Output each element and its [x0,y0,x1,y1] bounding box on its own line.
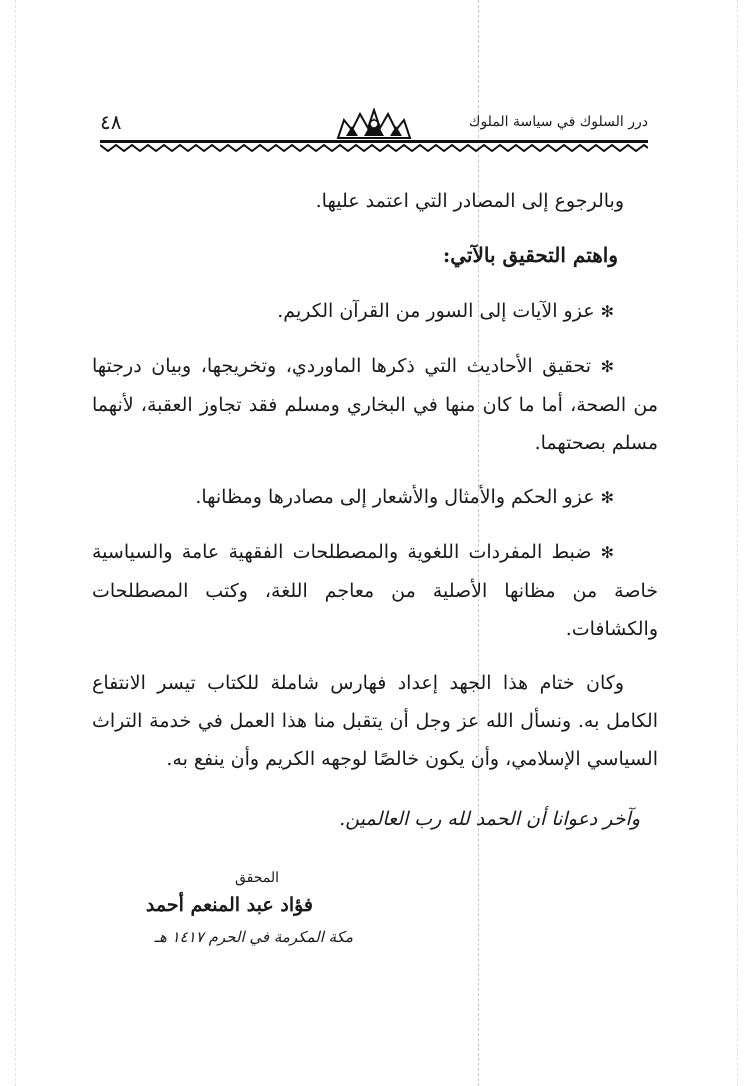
bullet-quran-verses [92,292,658,331]
bullet-text: تحقيق الأحاديث التي ذكرها الماوردي، وتخريجها، وبيان درجتها من الصحة، أما ما كان منها في البخاري ومسلم فقد تجاوز العقبة، لأنهما مسلم بصحتهما. [92,355,658,454]
star-bullet-icon: ✻ [600,543,614,562]
star-bullet-icon: ✻ [600,302,614,321]
bullet-text: عزو الحكم والأمثال والأشعار إلى مصادرها ومظانها. [195,486,595,508]
star-bullet-icon: ✻ [600,488,614,507]
scan-edge-line-right [737,0,738,1086]
page-number: ٤٨ [100,110,122,134]
editor-name: فؤاد عبد المنعم أحمد [145,894,313,916]
bullet-hadith [92,347,658,462]
bullet-text: ضبط المفردات اللغوية والمصطلحات الفقهية عامة والسياسية خاصة من مظانها الأصلية من معاجم اللغة، وكتب المصطلحات والكشافات. [92,541,658,640]
paragraph-indexes: وكان ختام هذا الجهد إعداد فهارس شاملة للكتاب تيسر الانتفاع الكامل به. ونسأل الله عز وجل أن يتقبل منا هذا العمل في خدمة التراث السياسي الإسلامي، وأن يكون خالصًا لوجهه الكريم وأن ينفع به. [92,672,658,770]
bullet-proverbs [92,478,658,517]
bullet-text: عزو الآيات إلى السور من القرآن الكريم. [277,300,595,322]
closing-prayer: وآخر دعوانا أن الحمد لله رب العالمين. [339,808,640,830]
bullet-terms [92,533,658,648]
running-title: درر السلوك في سياسة الملوك [468,114,648,130]
place-date: مكة المكرمة في الحرم ١٤١٧ هـ [154,928,353,946]
page-header [100,112,648,156]
paragraph-sources: وبالرجوع إلى المصادر التي اعتمد عليها. [315,190,624,212]
scan-edge-line-left [15,0,16,1086]
signature-block [93,870,353,946]
crown-ornament-icon [336,108,412,140]
section-heading: واهتم التحقيق بالآتي: [442,243,618,267]
star-bullet-icon: ✻ [600,357,614,376]
header-rule [100,140,648,152]
signature-role: المحقق [234,870,279,886]
